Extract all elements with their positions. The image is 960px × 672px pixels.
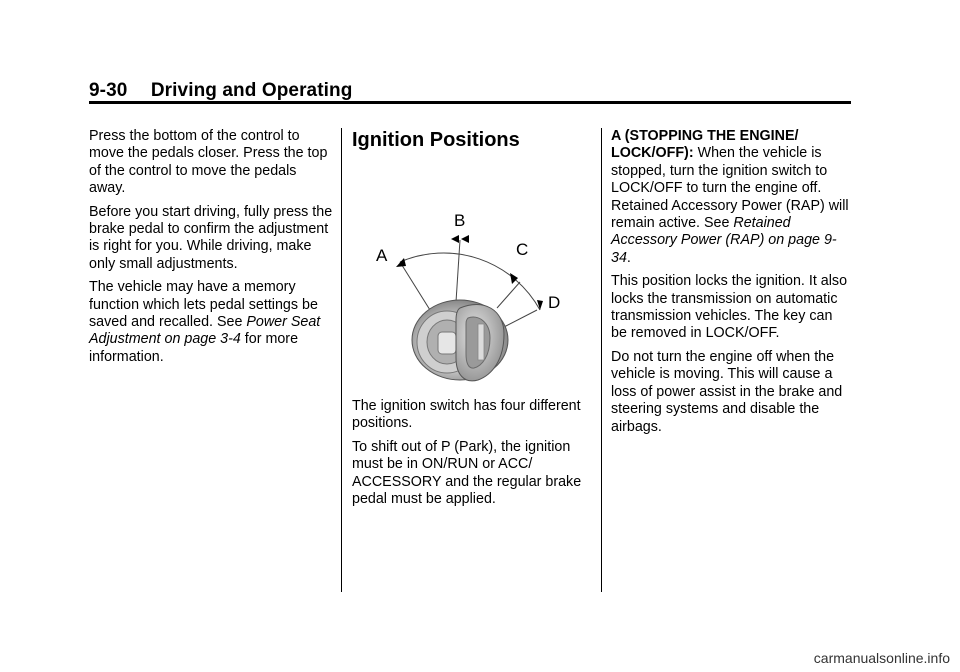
paragraph-shift-park: To shift out of P (Park), the ignition must be in ON/RUN or ACC/ ACCESSORY and the regular brake pedal must be applied. [352,438,582,508]
arrow-a [396,258,406,267]
arrow-b-left [451,235,459,243]
page-number: 9-30 [89,80,128,101]
left-column [89,128,334,372]
line-a [400,262,430,310]
paragraph-four-positions: The ignition switch has four different positions. [352,398,581,432]
lock-off-period: . [626,249,631,266]
middle-column [352,128,592,514]
memory-text-end: for more information. [89,331,299,365]
line-b [456,240,460,302]
paragraph-pedals-control: Press the bottom of the control to move the pedals closer. Press the top of the control to move the pedals away. [89,128,328,197]
line-c [497,282,520,308]
paragraph-lock-off [611,128,851,267]
label-b: B [454,211,466,230]
memory-text: The vehicle may have a memory function which lets pedal settings be saved and recalled. See [89,279,318,331]
line-d [502,310,537,328]
right-column [611,128,851,442]
rap-link[interactable]: Retained Accessory Power (RAP) on page 9-34 [611,215,837,266]
power-seat-link[interactable]: Power Seat Adjustment on page 3-4 [89,314,321,348]
paragraph-memory [89,279,334,366]
paragraph-engine-off-warning: Do not turn the engine off when the vehicle is moving. This will cause a loss of power assist in the brake and steering systems and disable the airbags. [611,348,843,435]
lock-off-text: When the vehicle is stopped, turn the ignition switch to LOCK/OFF to turn the engine off. Retained Accessory Power (RAP) will remain active. See [611,145,849,232]
key-slot [438,332,456,354]
page-header [89,80,352,102]
label-a: A [376,246,388,265]
ignition-heading: Ignition Positions [352,129,520,151]
label-d: D [548,293,561,312]
section-title: Driving and Operating [150,80,353,101]
watermark: carmanualsonline.info [813,650,950,666]
ignition-diagram [352,160,592,390]
ignition-figure [352,160,592,390]
label-c: C [516,240,529,259]
key-blade [478,324,484,360]
column-divider-1 [341,128,342,592]
header-rule [89,101,851,104]
column-divider-2 [601,128,602,592]
lock-off-heading: A (STOPPING THE ENGINE/ LOCK/OFF): [611,128,799,162]
arrow-d [537,300,543,310]
arrow-b-right [461,235,469,243]
paragraph-brake-adjust: Before you start driving, fully press the brake pedal to confirm the adjustment is right for you. While driving, make only small adjustments. [89,203,333,272]
arrow-c [510,273,518,284]
paragraph-locks-ignition: This position locks the ignition. It also locks the transmission on automatic transmission vehicles. The key can be removed in LOCK/OFF. [611,273,848,342]
